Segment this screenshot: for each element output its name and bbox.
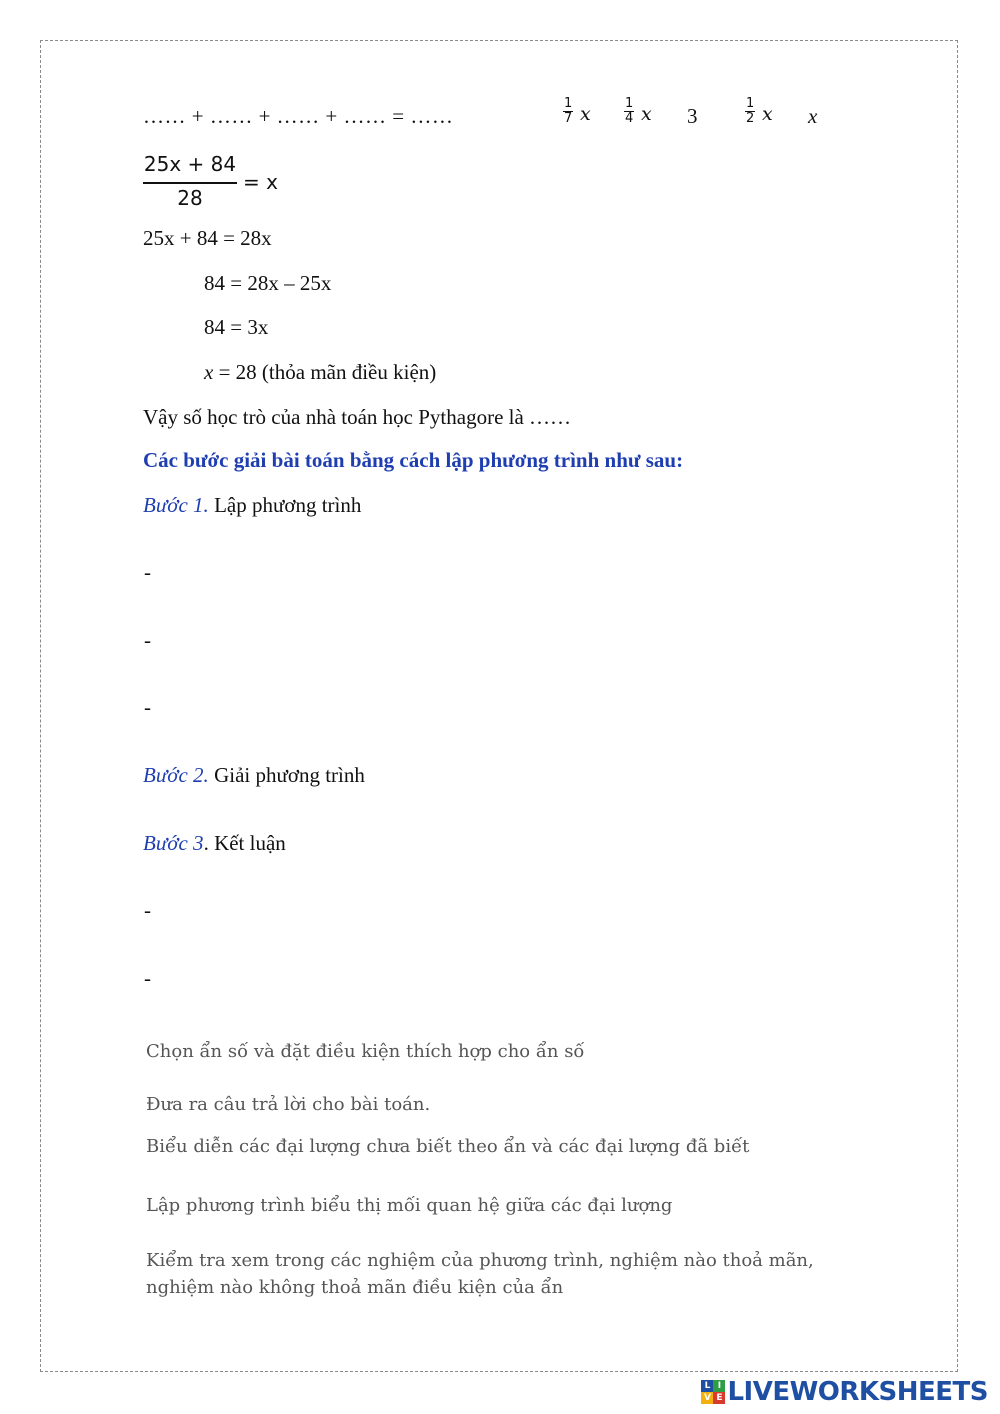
answer-card-check-roots-line-2: nghiệm nào không thoả mãn điều kiện của ẩn xyxy=(146,1277,564,1298)
option-three[interactable]: 3 xyxy=(687,104,698,128)
fraction-equation-numerator: 25x + 84 xyxy=(143,152,237,176)
fraction-bar xyxy=(143,182,237,184)
step-3-text: . Kết luận xyxy=(203,831,286,855)
option-one-half-x[interactable] xyxy=(745,97,755,126)
step-2-label: Bước 2. xyxy=(143,763,209,787)
step-1 xyxy=(143,492,361,518)
step-2-text: Giải phương trình xyxy=(208,763,365,787)
step-1-text: Lập phương trình xyxy=(208,493,362,517)
steps-heading: Các bước giải bài toán bằng cách lập phương trình như sau: xyxy=(143,448,684,472)
solution-line-4-var: x xyxy=(204,360,214,384)
conclusion-line: Vậy số học trò của nhà toán học Pythagore là …… xyxy=(143,405,572,429)
answer-card-give-answer[interactable]: Đưa ra câu trả lời cho bài toán. xyxy=(146,1094,431,1115)
option-one-seventh-var[interactable]: x xyxy=(580,103,591,125)
step-3 xyxy=(143,830,286,856)
fraction-numerator: 1 xyxy=(625,96,634,111)
answer-card-check-roots[interactable] xyxy=(146,1247,814,1301)
fraction-numerator: 1 xyxy=(746,96,755,111)
answer-card-form-equation[interactable]: Lập phương trình biểu thị mối quan hệ giữa các đại lượng xyxy=(146,1195,673,1216)
drop-slot-step1-c[interactable]: - xyxy=(144,695,151,719)
fraction-numerator: 1 xyxy=(564,96,573,111)
liveworksheets-logo-mark xyxy=(701,1380,725,1404)
equation-blanks: …… + …… + …… + …… = …… xyxy=(143,104,454,128)
option-one-quarter-var[interactable]: x xyxy=(641,103,652,125)
fraction-equation-rhs: = x xyxy=(243,170,278,194)
fraction-denominator: 7 xyxy=(564,111,573,126)
option-one-quarter-x[interactable] xyxy=(624,97,634,126)
step-3-label: Bước 3 xyxy=(143,831,204,855)
logo-mark-letter: E xyxy=(713,1392,725,1404)
solution-line-2: 84 = 28x – 25x xyxy=(204,271,332,295)
step-2 xyxy=(143,762,365,788)
solution-line-3: 84 = 3x xyxy=(204,315,269,339)
drop-slot-step3-b[interactable]: - xyxy=(144,966,151,990)
drop-slot-step3-a[interactable]: - xyxy=(144,898,151,922)
logo-mark-letter: V xyxy=(701,1392,713,1404)
option-x[interactable]: x xyxy=(808,104,818,128)
liveworksheets-logo-text: LIVEWORKSHEETS xyxy=(727,1377,988,1407)
solution-line-1: 25x + 84 = 28x xyxy=(143,226,272,250)
solution-line-4 xyxy=(204,359,436,385)
logo-mark-letter: I xyxy=(713,1380,725,1392)
fraction-denominator: 2 xyxy=(746,111,755,126)
drop-slot-step1-a[interactable]: - xyxy=(144,560,151,584)
answer-card-check-roots-line-1: Kiểm tra xem trong các nghiệm của phương trình, nghiệm nào thoả mãn, xyxy=(146,1250,814,1271)
answer-card-choose-unknown[interactable]: Chọn ẩn số và đặt điều kiện thích hợp cho ẩn số xyxy=(146,1041,585,1062)
option-one-seventh-x[interactable] xyxy=(563,97,573,126)
logo-mark-letter: L xyxy=(701,1380,713,1392)
fraction-denominator: 4 xyxy=(625,111,634,126)
solution-line-4-rest: = 28 (thỏa mãn điều kiện) xyxy=(213,360,437,384)
liveworksheets-logo xyxy=(701,1377,988,1407)
option-one-half-var[interactable]: x xyxy=(762,103,773,125)
answer-card-express-quantities[interactable]: Biểu diễn các đại lượng chưa biết theo ẩn và các đại lượng đã biết xyxy=(146,1136,750,1157)
drop-slot-step1-b[interactable]: - xyxy=(144,628,151,652)
step-1-label: Bước 1. xyxy=(143,493,209,517)
fraction-equation-denominator: 28 xyxy=(177,186,203,210)
